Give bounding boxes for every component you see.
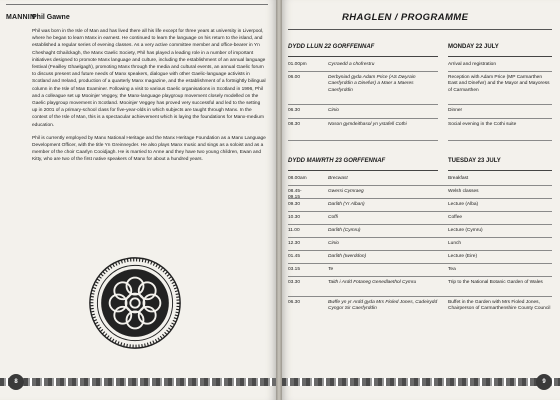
time: 01.45 xyxy=(288,254,301,259)
time: 08.00am xyxy=(288,176,307,181)
event-english: Lecture (Alba) xyxy=(448,202,479,207)
speaker-name: Phil Gawne xyxy=(32,14,70,21)
row-divider xyxy=(288,198,552,199)
time: 01.00pm xyxy=(288,62,307,67)
day-heading-english: TUESDAY 23 JULY xyxy=(448,158,552,171)
event-english: Arrival and registration xyxy=(448,62,496,67)
time: 11.00 xyxy=(288,228,300,233)
event-welsh: Brecwast xyxy=(328,176,348,181)
event-welsh: Cinio xyxy=(328,108,339,113)
event-welsh: Bwffe yn yr Ardd gyda Mrs Fioled Jones, Cadeirydd Cyngor Sir Caerfyrddin xyxy=(328,300,438,312)
time: 08.45-09.15 xyxy=(288,189,302,201)
time: 08.30 xyxy=(288,122,301,127)
speaker-biography xyxy=(32,28,266,170)
event-english: Reception with Adam Price (MP Carmarthen East and Dinefwr) and the Mayor and Mayoress of Carmarthen xyxy=(448,75,550,93)
footer-band xyxy=(0,378,276,386)
row-divider xyxy=(448,104,552,105)
page-footer xyxy=(282,372,560,392)
event-welsh: Darlith (Yr Alban) xyxy=(328,202,365,207)
row-divider xyxy=(288,140,438,141)
title-rule xyxy=(288,29,552,30)
time: 06.30 xyxy=(288,108,301,113)
event-english: Lecture (Cymru) xyxy=(448,228,483,233)
row-divider xyxy=(448,140,552,141)
event-welsh: Coffi xyxy=(328,215,338,220)
time: 06.30 xyxy=(288,300,301,305)
event-english: Lecture (Eire) xyxy=(448,254,478,259)
left-page xyxy=(0,0,276,400)
row-divider xyxy=(288,250,552,251)
event-english: Social evening in the Cothi suite xyxy=(448,122,517,127)
section-label: MANNIN xyxy=(6,14,36,21)
row-divider xyxy=(288,118,438,119)
day-heading-english: MONDAY 22 JULY xyxy=(448,44,552,57)
event-welsh: Noson gymdeithasol yn ystafell Cothi xyxy=(328,122,407,127)
row-divider xyxy=(448,71,552,72)
event-english: Welsh classes xyxy=(448,189,479,194)
event-english: Lunch xyxy=(448,241,462,246)
event-welsh: Taith i Ardd Fotaneg Genedlaethol Cymru xyxy=(328,280,417,285)
celtic-knot-logo xyxy=(88,256,182,350)
page-number: 8 xyxy=(8,374,24,390)
time: 10.30 xyxy=(288,215,301,220)
event-welsh: Derbyniad gyda Adam Price (AS Dwyrain Caerfyrddin a Dinefwr) a Maer a Maeres Caerfyrddin xyxy=(328,75,416,93)
event-welsh: Cinio xyxy=(328,241,339,246)
top-rule xyxy=(6,4,268,5)
time: 06.00 xyxy=(288,75,301,80)
page-number: 9 xyxy=(536,374,552,390)
event-welsh: Darlith (Iwerddon) xyxy=(328,254,367,259)
event-welsh: Gwersi Cymraeg xyxy=(328,189,364,194)
row-divider xyxy=(288,224,552,225)
event-english: Dinner xyxy=(448,108,463,113)
bio-paragraph: Phil is currently employed by Manx National Heritage and the Manx Heritage Foundation as a Manx Language Development Officer, with the title Yn Greinneyder. He also plays Manx music and sings as a soloist and as a member of the choir Caarlyn Cooidjagh. He is married to Anne and they have two young children, Ewan and Kitty, who are two of the first native speakers of Manx for about a hundred years. xyxy=(32,135,266,163)
event-english: Trip to the National Botanic Garden of Wales xyxy=(448,280,543,285)
time: 12.30 xyxy=(288,241,301,246)
row-divider xyxy=(288,296,552,297)
row-divider xyxy=(288,71,438,72)
day-heading-welsh: DYDD LLUN 22 GORFFENNAF xyxy=(288,44,438,57)
row-divider xyxy=(448,118,552,119)
time: 09.30 xyxy=(288,202,301,207)
row-divider xyxy=(288,263,552,264)
time: 03.30 xyxy=(288,280,301,285)
day-heading-welsh: DYDD MAWRTH 23 GORFFENNAF xyxy=(288,158,438,171)
event-english: Coffee xyxy=(448,215,463,220)
event-english: Tea xyxy=(448,267,456,272)
event-english: Breakfast xyxy=(448,176,469,181)
footer-band xyxy=(282,378,560,386)
event-welsh: Darlith (Cymru) xyxy=(328,228,361,233)
page-footer xyxy=(0,372,276,392)
row-divider xyxy=(288,211,552,212)
bio-paragraph: Phil was born in the Isle of Man and has lived there all his life except for three years at university in Liverpool, where he began to learn Manx in earnest. He continued to learn the language on his return to the island, and established a regular series of evening classes. As a very active committee member and office-bearer in Yn Cheshaght Ghailckagh, the Manx Gaelic Society, Phil has played a leading role in a number of important initiatives designed to promote Manx language and culture, including the establishment of an annual language festival (Feailley Ghaelgagh), promoting Manx through the media and cultural events, an annual Gaelic forum to discuss present and future needs of Manx speakers, dialogue with other Gaelic-language activists in Scotland and Ireland, production of a quarterly Manx magazine, and the establishment of a fortnightly bilingual column in the Isle of Man Examiner. Following a visit to various Gaelic organisations in Scotland in 1996, Phil and a colleague set up Mooinjer Veggey, the Manx-language playgroup movement closely modelled on the Gaelic playgroup movement in Scotland. Mooinjer Veggey has proved very successful and led to the setting up in 2001 of a primary-school class for five-year-olds in which subjects are taught through Manx. In the context of the Isle of Man, this is a spectacular achievement which is laying the foundations for Manx-medium education. xyxy=(32,29,266,128)
event-welsh: Te xyxy=(328,267,334,272)
time: 03.15 xyxy=(288,267,301,272)
programme-title: RHAGLEN / PROGRAMME xyxy=(342,12,469,23)
right-page xyxy=(282,0,560,400)
row-divider xyxy=(288,276,552,277)
row-divider xyxy=(288,185,552,186)
row-divider xyxy=(288,237,552,238)
event-welsh: Cyrraedd a chofrestru xyxy=(328,62,375,67)
event-english: Buffet in the Garden with Mrs Fioled Jones, Chairperson of Carmarthenshire County Council xyxy=(448,300,551,312)
row-divider xyxy=(288,104,438,105)
